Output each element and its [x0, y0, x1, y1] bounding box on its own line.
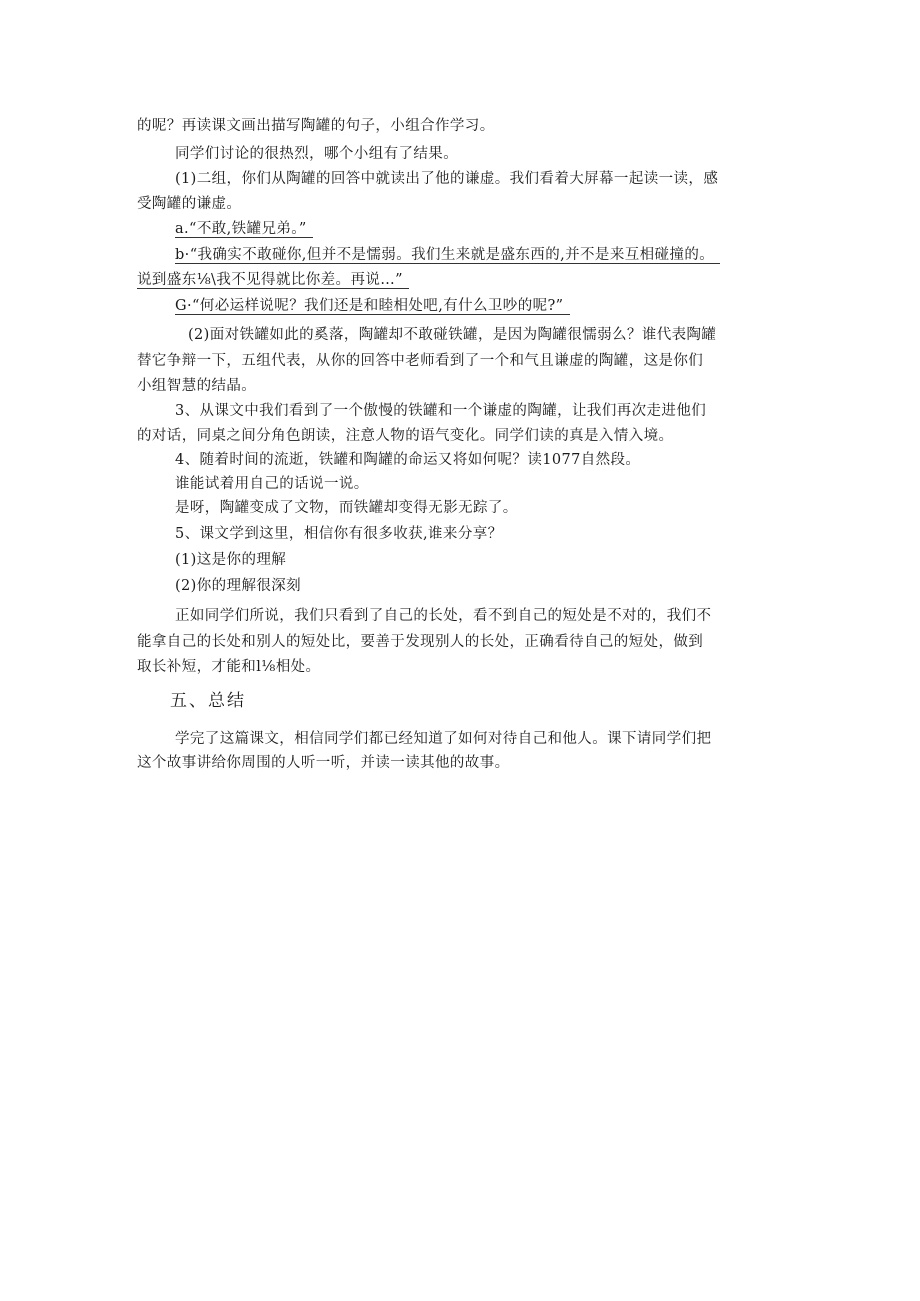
paragraph-line: 正如同学们所说，我们只看到了自己的长处，看不到自己的短处是不对的，我们不 [175, 608, 712, 624]
paragraph-line: 同学们讨论的很热烈，哪个小组有了结果。 [175, 146, 459, 162]
paragraph-line: 4、随着时间的流逝，铁罐和陶罐的命运又将如何呢？读1077自然段。 [175, 452, 641, 468]
paragraph-line: 5、课文学到这里，相信你有很多收获,谁来分享？ [175, 526, 503, 542]
paragraph-line: (1)这是你的理解 [175, 552, 287, 568]
paragraph-line: 取长补短，才能和l⅛相处。 [137, 659, 321, 675]
paragraph-line: 受陶罐的谦虚。 [137, 196, 242, 212]
section-heading: 五、总结 [170, 691, 246, 711]
paragraph-line: 这个故事讲给你周围的人听一听，并读一读其他的故事。 [137, 755, 510, 771]
paragraph-line: (2)面对铁罐如此的奚落，陶罐却不敢碰铁罐，是因为陶罐很懦弱么？谁代表陶罐 [188, 327, 717, 343]
paragraph-line: 替它争辩一下，五组代表，从你的回答中老师看到了一个和气且谦虚的陶罐，这是你们 [137, 353, 704, 369]
quote-a: a.“不敢,铁罐兄弟。” [175, 221, 313, 238]
paragraph-line: 3、从课文中我们看到了一个傲慢的铁罐和一个谦虚的陶罐，让我们再次走进他们 [175, 403, 707, 419]
quote-b-line1: b·“我确实不敢碰你,但并不是懦弱。我们生来就是盛东西的,并不是来互相碰撞的。 [175, 247, 720, 264]
quote-a-wrapper [175, 219, 313, 239]
paragraph-line: 能拿自己的长处和别人的短处比，要善于发现别人的长处，正确看待自己的短处，做到 [137, 634, 704, 650]
paragraph-line: 的呢？再读课文画出描写陶罐的句子，小组合作学习。 [137, 118, 495, 134]
quote-b-wrapper [175, 245, 720, 265]
paragraph-line: 小组智慧的结晶。 [137, 378, 257, 394]
quote-c-wrapper [175, 296, 570, 316]
paragraph-line: 是呀，陶罐变成了文物，而铁罐却变得无影无踪了。 [175, 500, 518, 516]
quote-b-line2: 说到盛东⅛\我不见得就比你差。再说…” [137, 272, 409, 289]
paragraph-line: 谁能试着用自己的话说一说。 [175, 476, 369, 492]
paragraph-line: 的对话，同桌之间分角色朗读，注意人物的语气变化。同学们读的真是入情入境。 [137, 428, 674, 444]
paragraph-line: (1)二组，你们从陶罐的回答中就读出了他的谦虚。我们看着大屏幕一起读一读，感 [175, 171, 719, 187]
quote-c: G·“何必运样说呢？我们还是和睦相处吧,有什么卫吵的呢?” [175, 298, 570, 315]
paragraph-line: (2)你的理解很深刻 [175, 578, 302, 594]
quote-b-continued-wrapper [137, 270, 409, 290]
paragraph-line: 学完了这篇课文，相信同学们都已经知道了如何对待自己和他人。课下请同学们把 [175, 731, 712, 747]
